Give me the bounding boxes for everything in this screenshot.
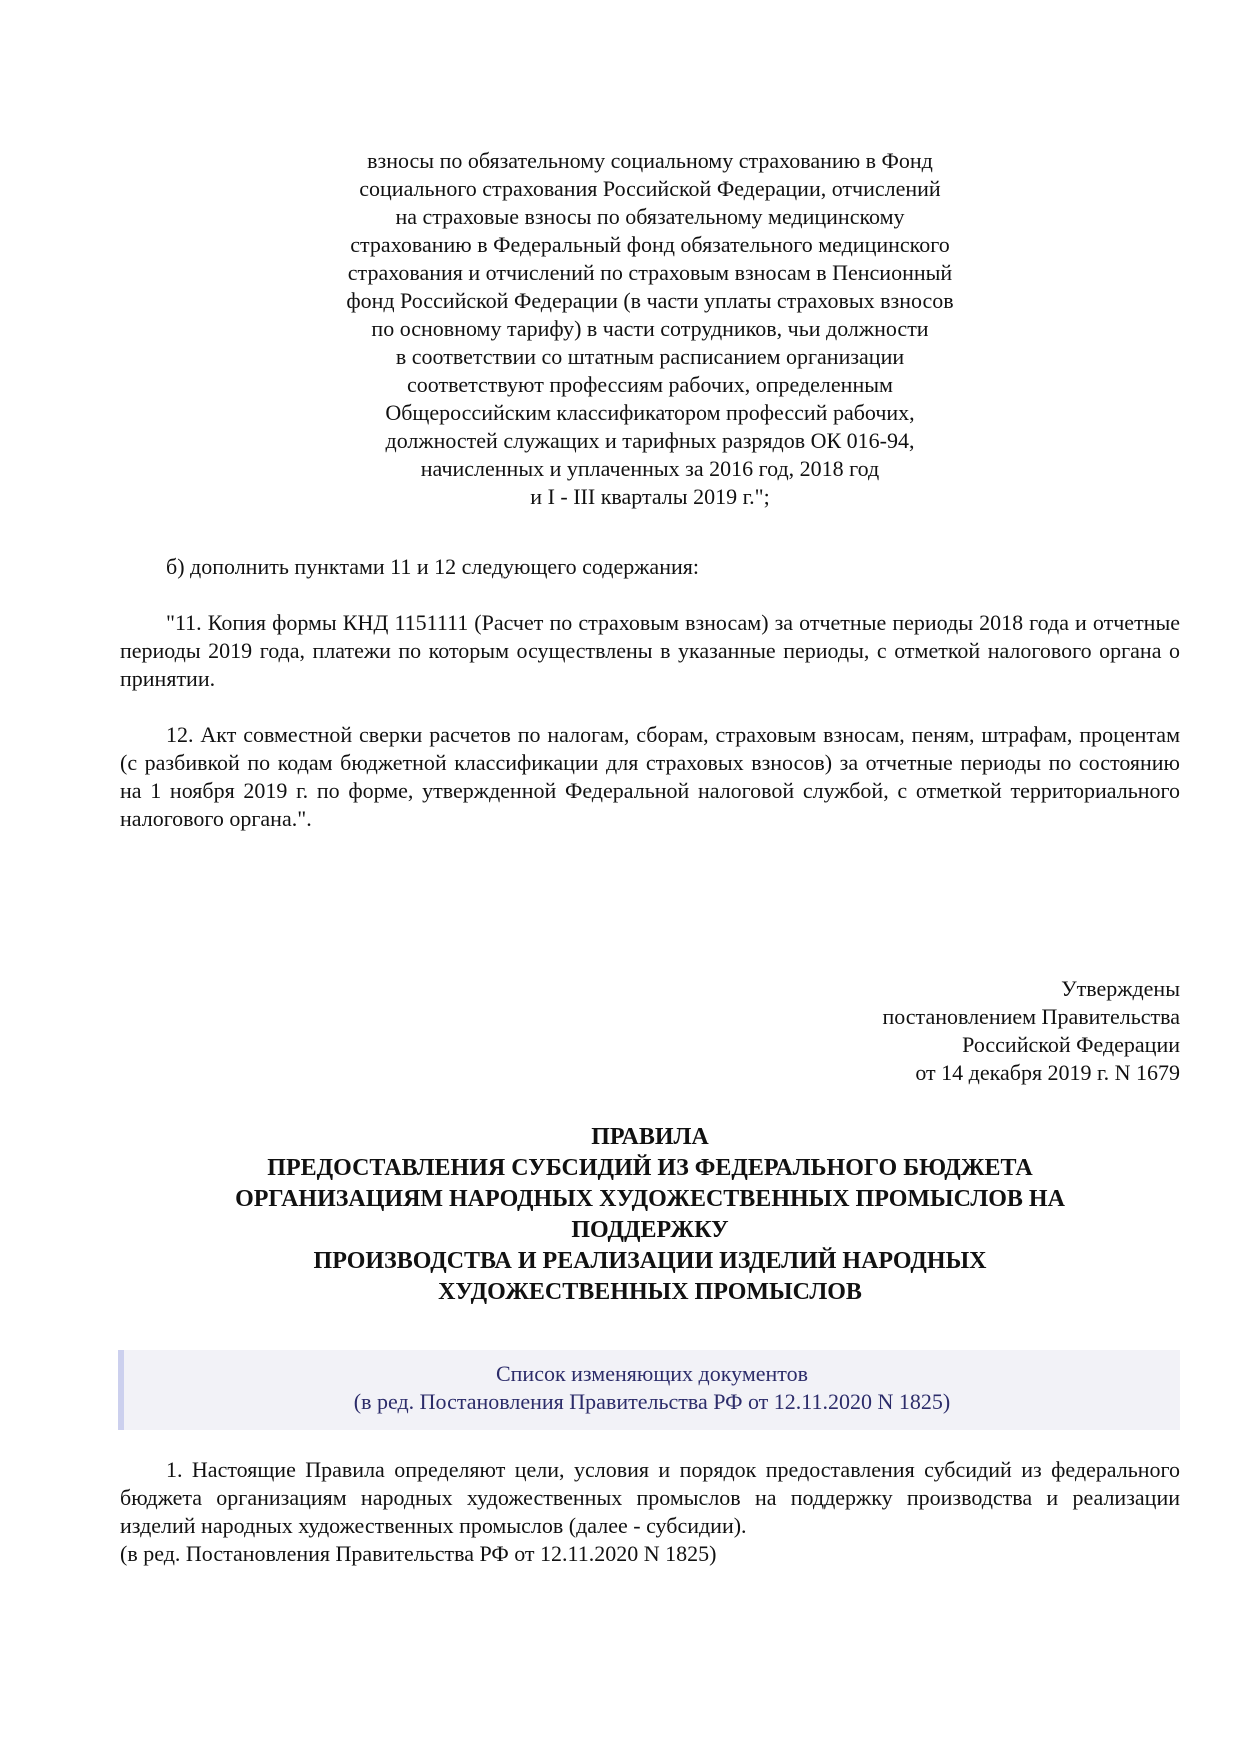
clause-line: в соответствии со штатным расписанием организации [395, 344, 905, 369]
clause-line: фонд Российской Федерации (в части уплаты страховых взносов [346, 288, 954, 313]
approval-block [882, 975, 1180, 1087]
clause-line: соответствуют профессиям рабочих, определенным [407, 372, 893, 397]
clause-line: страхованию в Федеральный фонд обязательного медицинского [350, 232, 950, 257]
title-line: ХУДОЖЕСТВЕННЫХ ПРОМЫСЛОВ [438, 1279, 862, 1305]
amendments-reference: (в ред. Постановления Правительства РФ от 12.11.2020 N 1825) [353, 1389, 951, 1414]
item-12: 12. Акт совместной сверки расчетов по налогам, сборам, страховым взносам, пеням, штрафам, процентам (с разбивкой по кодам бюджетной классификации для страховых взносов) за отчетные периоды по состоянию на 1 ноября 2019 г. по форме, утвержденной Федеральной налоговой службой, с отметкой территориального налогового органа.". [120, 722, 1180, 831]
clause-line: взносы по обязательному социальному страхованию в Фонд [367, 148, 933, 173]
clause-line: должностей служащих и тарифных разрядов ОК 016-94, [385, 428, 915, 453]
amendments-heading: Список изменяющих документов [495, 1361, 808, 1386]
approval-date: от 14 декабря 2019 г. N 1679 [915, 1060, 1180, 1085]
clause-line: на страховые взносы по обязательному медицинскому [395, 204, 905, 229]
document-title [120, 1122, 1180, 1308]
title-line: ПРОИЗВОДСТВА И РЕАЛИЗАЦИИ ИЗДЕЛИЙ НАРОДНЫХ [313, 1248, 987, 1274]
clause-line: и I - III кварталы 2019 г."; [530, 484, 770, 509]
approval-line: Российской Федерации [962, 1032, 1180, 1057]
amendments-box [118, 1350, 1180, 1430]
continued-clause [120, 147, 1180, 511]
approval-line: постановлением Правительства [882, 1004, 1180, 1029]
item-1-amendment: (в ред. Постановления Правительства РФ от 12.11.2020 N 1825) [120, 1541, 717, 1566]
title-line: ОРГАНИЗАЦИЯМ НАРОДНЫХ ХУДОЖЕСТВЕННЫХ ПРОМЫСЛОВ НА [235, 1186, 1065, 1212]
title-line: ПРАВИЛА [591, 1124, 709, 1150]
clause-line: начисленных и уплаченных за 2016 год, 2018 год [420, 456, 880, 481]
clause-line: страхования и отчислений по страховым взносам в Пенсионный [347, 260, 953, 285]
item-11: "11. Копия формы КНД 1151111 (Расчет по страховым взносам) за отчетные периоды 2018 года и отчетные периоды 2019 года, платежи по которым осуществлены в указанные периоды, с отметкой налогового органа о принятии. [120, 610, 1180, 691]
clause-line: по основному тарифу) в части сотрудников, чьи должности [371, 316, 929, 341]
clause-line: Общероссийским классификатором профессий рабочих, [385, 400, 915, 425]
title-line: ПРЕДОСТАВЛЕНИЯ СУБСИДИЙ ИЗ ФЕДЕРАЛЬНОГО БЮДЖЕТА [267, 1155, 1033, 1181]
item-b: б) дополнить пунктами 11 и 12 следующего содержания: [166, 554, 699, 579]
title-line: ПОДДЕРЖКУ [571, 1217, 729, 1243]
clause-line: социального страхования Российской Федерации, отчислений [359, 176, 941, 201]
approval-line: Утверждены [1061, 976, 1180, 1001]
item-1: 1. Настоящие Правила определяют цели, условия и порядок предоставления субсидий из федерального бюджета организациям народных художественных промыслов на поддержку производства и реализации изделий народных художественных промыслов (далее - субсидии). [120, 1457, 1180, 1538]
